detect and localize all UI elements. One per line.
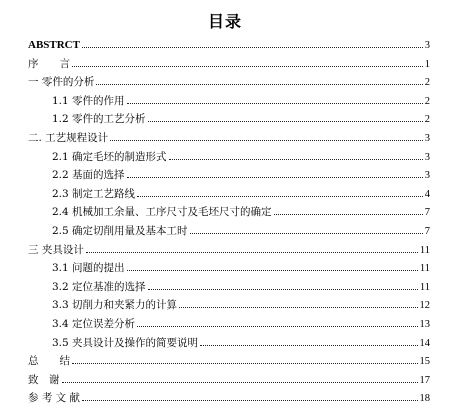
toc-dot-leader	[82, 47, 423, 48]
toc-entry-title: 3.2 定位基准的选择	[52, 280, 146, 293]
toc-entry[interactable]	[52, 92, 430, 110]
toc-dot-leader	[127, 270, 418, 271]
toc-entry[interactable]	[52, 110, 430, 128]
toc-entry-title: 2.3 制定工艺路线	[52, 187, 136, 200]
toc-entry[interactable]	[28, 55, 430, 73]
toc-page-number: 11	[419, 281, 430, 293]
toc-entry[interactable]	[52, 334, 430, 352]
toc-entry[interactable]	[52, 222, 430, 240]
toc-page-number: 11	[419, 244, 430, 256]
toc-entry[interactable]	[52, 148, 430, 166]
toc-page-number: 12	[419, 300, 430, 312]
toc-page-number: 3	[424, 151, 430, 163]
toc-entry[interactable]	[52, 278, 430, 296]
toc-dot-leader	[169, 159, 423, 160]
toc-page-number: 3	[424, 170, 430, 182]
toc-page-number: 2	[424, 77, 430, 89]
toc-entry-title: 序 言	[28, 57, 70, 70]
toc-dot-leader	[110, 140, 423, 141]
toc-entry[interactable]	[52, 259, 430, 277]
toc-entry[interactable]	[52, 166, 430, 184]
toc-dot-leader	[137, 196, 423, 197]
toc-dot-leader	[148, 289, 418, 290]
toc-dot-leader	[72, 363, 418, 364]
toc-page-number: 11	[419, 263, 430, 275]
toc-page-number: 7	[424, 226, 430, 237]
toc-dot-leader	[96, 84, 422, 85]
toc-dot-leader	[82, 400, 417, 401]
toc-entry-title: 3.4 定位误差分析	[52, 318, 136, 330]
toc-page-number: 2	[424, 114, 430, 126]
toc-entry-title: 3.5 夹具设计及操作的简要说明	[52, 336, 199, 349]
toc-dot-leader	[127, 177, 423, 178]
toc-dot-leader	[179, 307, 417, 308]
toc-entry-title: 2.4 机械加工余量、工序尺寸及毛坯尺寸的确定	[52, 206, 272, 219]
toc-entry-title: 2.1 确定毛坯的制造形式	[52, 150, 167, 163]
toc-dot-leader	[148, 121, 423, 122]
toc-entry[interactable]	[28, 352, 430, 370]
toc-page-number: 15	[419, 356, 430, 368]
toc-entry[interactable]	[28, 241, 430, 259]
toc-dot-leader	[62, 382, 418, 383]
toc-dot-leader	[86, 252, 418, 253]
toc-dot-leader	[190, 233, 423, 234]
toc-page-number: 17	[419, 374, 430, 386]
toc-page-number: 7	[424, 207, 430, 219]
toc-entry-title: 一 零件的分析	[28, 76, 95, 89]
toc-entry[interactable]	[28, 389, 430, 407]
toc-entry[interactable]	[52, 203, 430, 221]
toc-entry-title: 1.1 零件的作用	[52, 94, 125, 107]
toc-entry[interactable]	[28, 36, 430, 54]
toc-entry-title: 总 结	[28, 355, 70, 368]
toc-entry[interactable]	[28, 371, 430, 389]
toc-entry-title: ABSTRCT	[28, 39, 80, 51]
toc-page-number: 4	[424, 188, 430, 200]
toc-entry-title: 2.5 确定切削用量及基本工时	[52, 225, 188, 237]
toc-entry[interactable]	[52, 296, 430, 314]
toc-entry-title: 2.2 基面的选择	[52, 169, 125, 182]
toc-entry-title: 二. 工艺规程设计	[28, 132, 109, 144]
toc-dot-leader	[127, 103, 423, 104]
toc-entry-title: 3.3 切削力和夹紧力的计算	[52, 299, 178, 312]
toc-page-number: 18	[419, 393, 430, 405]
toc-dot-leader	[200, 345, 417, 346]
toc-page-number: 2	[424, 95, 430, 107]
toc-entry[interactable]	[52, 185, 430, 203]
toc-entry[interactable]	[52, 315, 430, 333]
toc-entry-title: 参 考 文 献	[28, 392, 81, 405]
toc-page-number: 14	[419, 337, 430, 349]
toc-page-number: 3	[424, 133, 430, 144]
toc-page-number: 1	[424, 58, 430, 70]
toc-entry[interactable]	[28, 129, 430, 147]
toc-entry-title: 三 夹具设计	[28, 243, 84, 256]
toc-dot-leader	[72, 66, 423, 67]
toc-entry[interactable]	[28, 73, 430, 91]
toc-entry-title: 1.2 零件的工艺分析	[52, 113, 146, 126]
page-title: 目录	[207, 12, 242, 31]
toc-dot-leader	[137, 326, 417, 327]
toc-page-number: 3	[424, 40, 430, 51]
toc-entry-title: 致 谢	[28, 373, 60, 386]
toc-page-number: 13	[419, 319, 430, 330]
toc-entry-title: 3.1 问题的提出	[52, 262, 125, 275]
toc-dot-leader	[274, 214, 423, 215]
